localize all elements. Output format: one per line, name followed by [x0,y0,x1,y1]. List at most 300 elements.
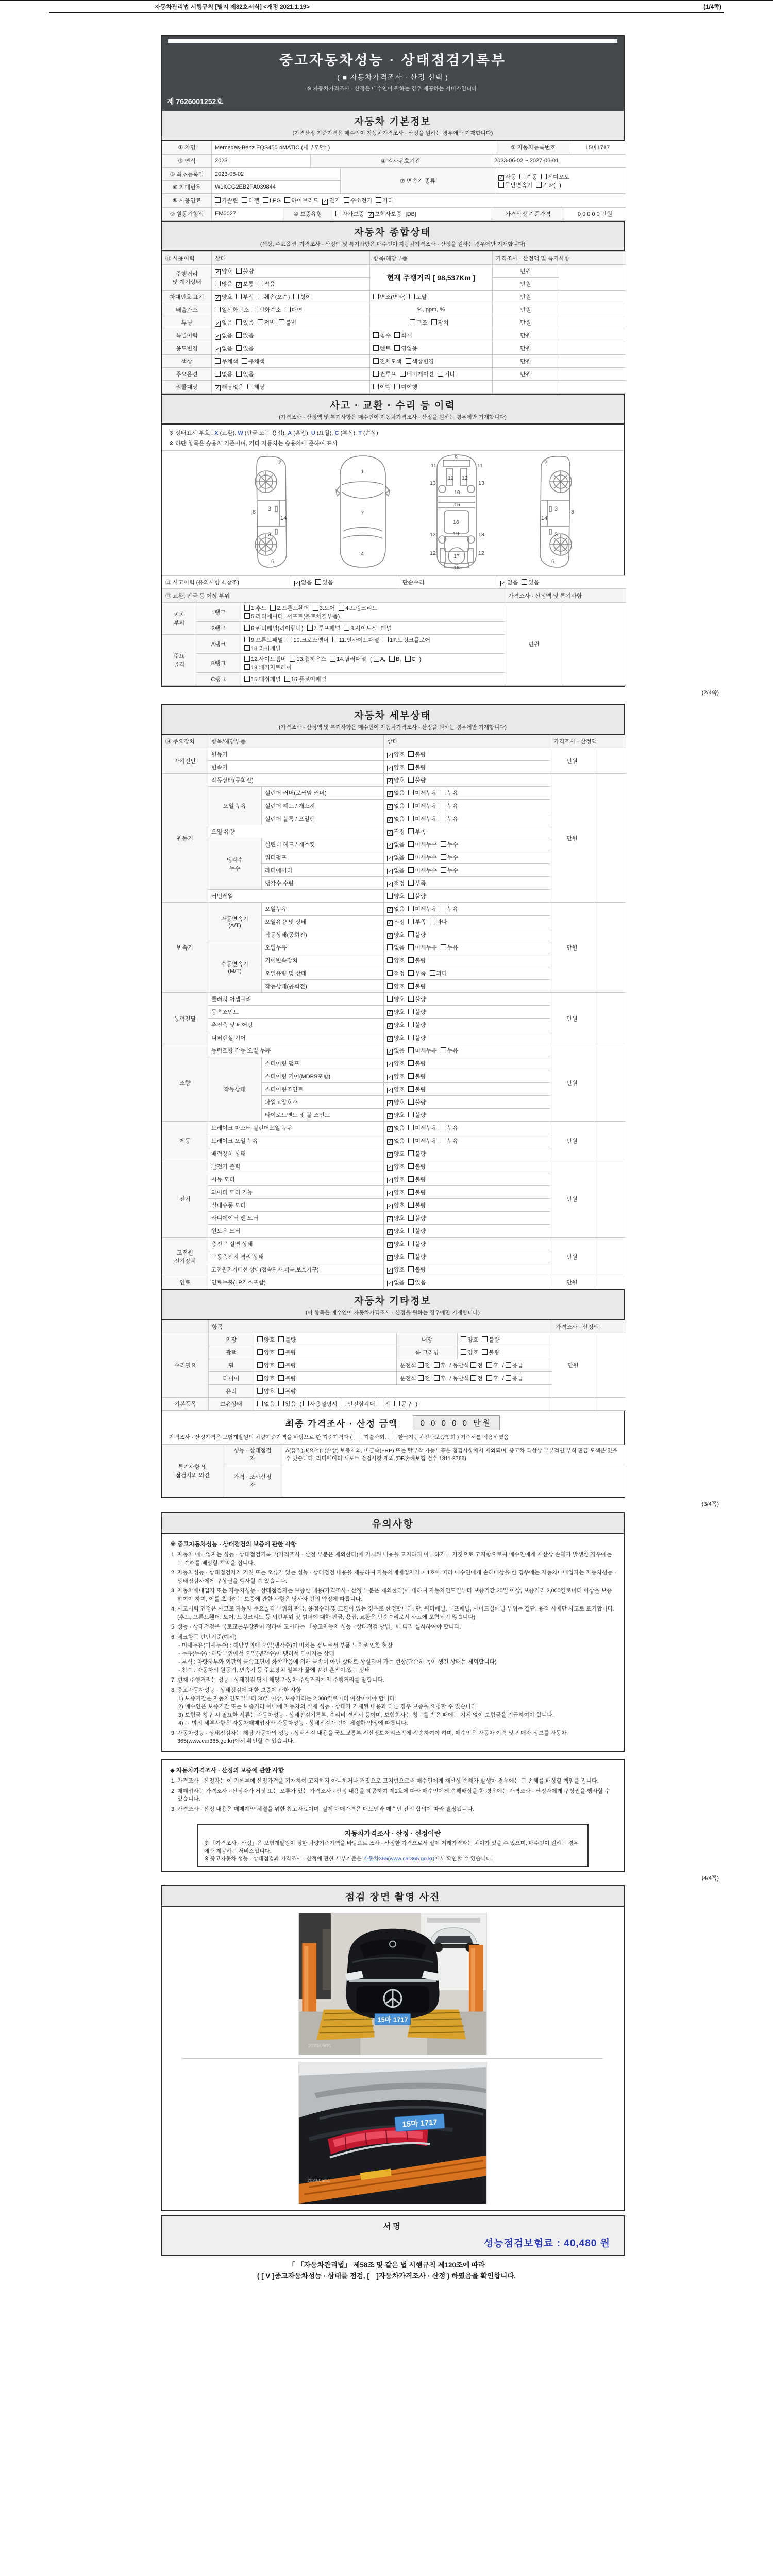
cell [162,208,212,221]
checkbox[interactable]: 없음 [215,370,232,378]
checkbox[interactable]: 후 [434,1361,446,1369]
checkbox[interactable]: 미세누유 [408,789,437,797]
text: 자 [249,1482,256,1488]
checkbox[interactable]: 12.사이드멤버 [244,655,286,663]
checkbox[interactable]: 불량 [408,1214,426,1222]
checkbox[interactable]: 불량 [278,1374,296,1382]
checkbox[interactable]: 16.플로어패널 [284,675,326,683]
text: ~ [525,158,530,164]
text: 특별이력 [176,333,198,339]
checkbox[interactable]: ✓ 보통 [237,281,254,288]
text: Mercedes-Benz [215,145,257,151]
checkbox[interactable]: ✓ 없음 [388,906,405,913]
checkbox[interactable]: 수동 [519,173,537,181]
checkbox[interactable]: 양호 [257,1387,275,1395]
checkbox[interactable]: 후 [486,1374,499,1382]
cell [162,316,212,329]
page1-box [161,35,625,687]
cell [384,1199,550,1212]
text: 산정액 [523,256,541,262]
checkbox[interactable]: 미세누유 [408,1137,437,1145]
checkbox[interactable]: ✓ 해당없음 [215,384,244,391]
checkbox[interactable]: 도말 [409,293,427,301]
checkbox[interactable]: 잭 [379,1400,391,1408]
checkbox[interactable]: 세미오토 [541,173,570,181]
cell [397,1346,458,1359]
checkbox[interactable]: ✓ 양호 [388,932,405,939]
checkbox[interactable]: 8.사이드실 [344,624,377,632]
checkbox[interactable]: 18.리어패널 [244,644,281,652]
checkbox[interactable]: 일산화탄소 [215,306,249,314]
cell [384,1070,550,1083]
checkbox[interactable]: 불량 [278,1361,296,1369]
checkbox[interactable]: 2.프론트휀더 [270,604,309,612]
svg-text:3: 3 [268,506,272,512]
checkbox[interactable]: 10.크로스멤버 [287,636,328,644]
checkbox[interactable]: ✓ 양호 [388,752,405,758]
checkbox[interactable]: ✓ 없음 [388,1280,405,1286]
checkbox[interactable]: ✓ 양호 [388,1074,405,1080]
cell [162,168,212,181]
checkbox[interactable]: ✓ 양호 [388,1164,405,1171]
cell [370,303,493,316]
checkbox[interactable]: 6.쿼터패널(리어휀다) [244,624,304,632]
checkbox[interactable]: 불량 [408,956,426,964]
checkbox[interactable]: 부족 [408,918,426,926]
checkbox[interactable]: 불량 [408,1188,426,1196]
checkbox[interactable]: 있음 [236,331,254,340]
checkbox[interactable]: 있음 [236,318,254,327]
checkbox[interactable] [354,1434,360,1440]
checkbox[interactable]: 있음 [236,344,254,352]
text: 누유 [260,1048,271,1054]
checkbox[interactable]: 썬루프 [373,370,396,378]
checkbox[interactable]: 누수 [441,866,458,874]
checkbox[interactable]: 있음 [278,1400,296,1408]
checkbox[interactable]: 무단변속기 [498,181,532,189]
checkbox[interactable]: ✓ 양호 [388,1241,405,1248]
cell [212,155,311,167]
checkbox[interactable]: 누유 [441,1046,458,1055]
checkbox[interactable]: 기타 [438,370,455,378]
checkbox[interactable]: 기타 [376,196,393,205]
text: 헤드 [282,842,296,848]
text: 파워고압호스 [265,1099,298,1106]
car365-link[interactable]: 자동차365(www.car365.go.kr) [363,1856,435,1862]
checkbox[interactable]: ✓ 적정 [388,829,405,836]
text: 주요장치 [173,739,195,745]
cell [497,141,569,154]
checkbox[interactable]: ✓ 없음 [388,868,405,874]
text: 산정가격은 [194,1434,223,1440]
checkbox[interactable]: 응급 [506,1361,523,1369]
text: 한국자동차진단보증협회 [398,1434,457,1440]
checkbox[interactable]: 영업용 [394,344,417,352]
checkbox[interactable]: ✓ 없음 [388,855,405,861]
checkbox[interactable]: 불량 [408,776,426,784]
cell [209,1372,254,1385]
checkbox[interactable]: 14.필러패널 [330,655,366,663]
price-basis-note [162,1432,624,1445]
checkbox[interactable]: 있음 [315,578,333,586]
checkbox[interactable]: 누유 [441,789,458,797]
checkbox[interactable]: 적법 [258,318,275,327]
checkbox[interactable]: 미세누유 [408,905,437,913]
text: 가격조사 [508,593,532,599]
text: 패널 [380,625,392,632]
checkbox[interactable]: ✓ 없음 [388,1048,405,1055]
checkbox[interactable]: 후 [434,1374,446,1382]
text: 판금 [578,1448,590,1454]
checkbox[interactable]: 있음 [408,1278,426,1286]
cell [564,208,626,221]
cell [384,812,550,825]
checkbox[interactable]: 미세누유 [408,1124,437,1132]
checkbox[interactable]: ✓ 양호 [215,294,233,301]
cell [208,1147,384,1160]
cell [223,1445,282,1464]
checkbox[interactable]: 불량 [408,1227,426,1235]
text: 판금 [187,593,199,599]
checkbox[interactable]: C [405,656,416,663]
checkbox[interactable]: 구조 [410,318,427,327]
checkbox[interactable]: 불량 [408,1033,426,1042]
checkbox[interactable]: 렌트 [373,344,391,352]
checkbox[interactable]: ✓ 양호 [388,1009,405,1016]
checkbox[interactable]: 불량 [278,1348,296,1357]
checkbox[interactable]: 11.인사이드패널 [332,636,379,644]
checkbox[interactable]: ✓ 없음 [215,320,233,327]
checkbox[interactable]: 매연 [285,306,303,314]
checkbox[interactable]: 변조(변타) [373,293,406,301]
cell [162,903,208,993]
checkbox[interactable]: 불량 [408,1265,426,1274]
checkbox[interactable]: 불량 [408,930,426,939]
checkbox[interactable]: ✓ 없음 [388,816,405,823]
checkbox[interactable]: 과다 [430,918,447,926]
checkbox[interactable]: 누유 [441,905,458,913]
checkbox[interactable]: 탄화수소 [253,306,281,314]
text: 베어링 [236,1022,253,1028]
checkbox[interactable]: 불량 [408,1149,426,1158]
svg-text:2: 2 [278,460,282,466]
checkbox[interactable]: 누유 [441,1137,458,1145]
checkbox[interactable]: 7.루프패널 [307,624,341,632]
checkbox[interactable]: 1.후드 [244,604,266,612]
cell [493,252,626,265]
text: 실린더 [265,790,283,796]
text: 연료 [179,1280,191,1286]
checkbox[interactable]: 미세누유 [408,815,437,823]
checkbox[interactable]: 미세누수 [408,840,437,849]
checkbox[interactable]: ✓ 없음 [295,580,312,586]
checkbox[interactable]: ✓ 적정 [388,880,405,887]
text: 또는 [395,1448,408,1454]
svg-text:13: 13 [478,532,484,538]
checkbox[interactable]: 적정 [387,969,405,977]
checkbox[interactable]: 불량 [408,763,426,771]
checkbox[interactable]: ✓ 양호 [388,1022,405,1029]
cell [208,838,262,890]
checkbox[interactable]: 미세누수 [408,853,437,861]
text: 누유 [247,1138,259,1144]
checkbox[interactable]: ✓ 적정 [388,919,405,926]
checkbox[interactable]: 불량 [408,995,426,1003]
checkbox[interactable]: ✓ 없음 [215,346,233,352]
notice-item: 1. 가격조사 · 산정자는 이 기록부에 산정가격을 기재하여 고지하지 아니하거나 거짓으로 고지함으로써 매수인에게 재산상 손해가 발생한 경우에는 그 손해를 배상할 책임을 집니다. [171,1778,599,1784]
checkbox[interactable]: 양호 [461,1348,478,1357]
checkbox[interactable]: 미세누유 [408,802,437,810]
checkbox[interactable]: ✓ 양호 [388,1087,405,1093]
checkbox[interactable]: 불량 [278,1335,296,1344]
checkbox[interactable]: ✓ 양호 [388,1202,405,1209]
cell [208,1186,384,1199]
checkbox[interactable]: 침수 [373,331,391,340]
checkbox[interactable]: 사용설명서 [303,1400,337,1408]
checkbox[interactable]: 장치 [431,318,449,327]
text: 차명 [184,145,196,151]
checkbox[interactable]: 양호 [257,1348,275,1357]
checkbox[interactable]: ✓ 양호 [388,1177,405,1183]
checkbox[interactable]: 15.대쉬패널 [244,675,281,683]
checkbox[interactable]: 누수 [441,853,458,861]
checkbox[interactable]: 불량 [408,1072,426,1080]
text: 특성상 [526,1448,544,1454]
checkbox[interactable]: 불량 [408,1059,426,1067]
checkbox[interactable]: 누수 [441,840,458,849]
cell [162,993,208,1044]
checkbox[interactable]: ✓ 자동 [499,174,516,181]
checkbox[interactable]: 전 [470,1361,483,1369]
checkbox[interactable] [388,1434,394,1440]
checkbox[interactable]: ✓ 없음 [501,580,518,586]
checkbox[interactable]: 9.프론트패널 [244,636,283,644]
checkbox[interactable]: 부족 [408,879,426,887]
checkbox[interactable]: 3.도어 [313,604,335,612]
checkbox[interactable]: 무채색 [215,357,238,365]
checkbox[interactable]: 유채색 [242,357,265,365]
checkbox[interactable]: 공구 [394,1400,412,1408]
cell [384,954,550,967]
checkbox[interactable]: 부식 [236,293,254,301]
checkbox[interactable]: 전 [418,1361,430,1369]
checkbox[interactable]: 이행 [373,383,391,391]
text: ⑫ [165,580,173,586]
checkbox[interactable]: ✓ 없음 [388,842,405,849]
checkbox[interactable]: 미세누유 [408,1046,437,1055]
checkbox[interactable]: 상이 [293,293,311,301]
text: 오일팬 [298,816,315,822]
checkbox[interactable]: 없음 [387,943,405,952]
checkbox[interactable]: ✓ 양호 [388,1267,405,1274]
checkbox[interactable]: ✓ 양호 [388,765,405,771]
text: 작동상태(공회전) [211,777,254,784]
checkbox[interactable]: 불량 [408,1252,426,1261]
checkbox[interactable]: 양호 [387,956,405,964]
checkbox[interactable]: ✓ 양호 [388,777,405,784]
checkbox[interactable]: 17.트렁크플로어 [383,636,430,644]
status-code-letter: C [334,430,339,436]
checkbox[interactable]: 양호 [387,892,405,900]
checkbox[interactable]: 부족 [408,969,426,977]
text: (세부모델: [301,145,328,151]
cell [162,1445,223,1497]
checkbox[interactable]: A, [374,656,385,663]
checkbox[interactable]: 19.패키지트레이 [244,663,292,671]
cell [209,1346,254,1359]
cell [384,1173,550,1186]
checkbox[interactable]: 없음 [257,1400,275,1408]
checkbox[interactable]: 전체도색 [373,357,402,365]
checkbox[interactable]: 불량 [408,1085,426,1093]
checkbox[interactable]: 누유 [441,943,458,952]
checkbox[interactable]: 불량 [482,1335,499,1344]
checkbox[interactable]: LPG [263,197,281,204]
checkbox[interactable]: 누유 [441,1124,458,1132]
checkbox[interactable]: 양호 [461,1335,478,1344]
text: 마스터 [234,1125,253,1131]
checkbox[interactable]: 부족 [408,827,426,836]
checkbox[interactable]: 불량 [408,1162,426,1171]
checkbox[interactable]: 있음 [236,370,254,378]
text: 기준가격 [529,211,551,217]
text: 자동차등록번호 [517,145,556,151]
checkbox[interactable]: 13.휠하우스 [290,655,326,663]
checkbox[interactable]: ✓ 양호 [388,1215,405,1222]
text: 제외되며, [485,1448,509,1454]
checkbox[interactable]: 수소전기 [344,196,373,205]
checkbox[interactable]: 미세누수 [408,866,437,874]
checkbox[interactable]: 누유 [441,815,458,823]
checkbox[interactable]: 많음 [215,280,232,288]
checkbox[interactable]: 있음 [522,578,539,586]
text: ( [299,1401,304,1408]
cell [384,1057,550,1070]
checkbox[interactable]: ✓ 양호 [388,1190,405,1196]
checkbox[interactable]: 불량 [236,267,254,275]
checkbox[interactable]: 불량 [408,1008,426,1016]
checkbox[interactable]: ✓ 없음 [215,333,233,340]
checkbox[interactable]: 전 [470,1374,483,1382]
text: 개스킷 [298,803,315,809]
text: EM0027 [215,211,236,217]
cell [552,1320,626,1333]
checkbox[interactable]: ✓ 없음 [388,803,405,810]
text: 디퍼렌셜 [211,1035,235,1041]
checkbox[interactable]: ✓ 양호 [388,1061,405,1067]
checkbox[interactable]: 양호 [257,1335,275,1344]
page-number-3: (3/4쪽) [701,1501,719,1507]
checkbox[interactable]: 디젤 [242,196,259,205]
checkbox[interactable]: 양호 [257,1361,275,1369]
checkbox[interactable]: ✓ 양호 [388,1035,405,1042]
checkbox[interactable]: 훼손(오손) [258,293,290,301]
text: 특기사항 [178,1464,201,1470]
checkbox[interactable]: 불량 [408,1240,426,1248]
car-damage-diagrams [162,451,624,575]
checkbox[interactable]: 불량 [408,1175,426,1183]
checkbox[interactable]: ✓ 양호 [388,1151,405,1158]
checkbox[interactable]: B, [389,656,401,663]
checkbox[interactable]: 5.라디에이터 [244,612,283,620]
checkbox[interactable]: 과다 [430,969,447,977]
text: 조사산정 [249,1473,272,1480]
checkbox[interactable]: ✓ 양호 [215,268,233,275]
checkbox[interactable]: 화재 [394,331,412,340]
checkbox[interactable]: 색상변경 [406,357,434,365]
text: 냉각수 [265,880,283,887]
checkbox[interactable]: ✓ 양호 [388,1228,405,1235]
checkbox[interactable]: ✓ 없음 [388,790,405,797]
checkbox[interactable]: 양호 [387,982,405,990]
checkbox[interactable]: 미세누유 [408,943,437,952]
checkbox[interactable]: 불량 [408,1201,426,1209]
cell [397,1372,552,1385]
cell [559,355,626,368]
checkbox[interactable]: 자가보증 [335,210,364,218]
checkbox[interactable]: 불량 [408,1021,426,1029]
checkbox[interactable]: 적음 [258,280,275,288]
checkbox[interactable]: 양호 [257,1374,275,1382]
cell [493,291,559,303]
checkbox[interactable]: 전 [418,1374,430,1382]
checkbox[interactable]: 누유 [441,802,458,810]
checkbox[interactable]: 하이브리드 [284,196,318,205]
notice-body [162,1534,624,1751]
cell [162,155,212,167]
checkbox[interactable]: 불법 [279,318,296,327]
cell [162,194,212,207]
cell [559,368,626,381]
text: 커버) [313,790,327,796]
checkbox[interactable]: 불량 [278,1387,296,1395]
checkbox[interactable]: ✓ 없음 [388,1138,405,1145]
checkbox[interactable]: ✓ 없음 [388,1125,405,1132]
svg-text:2: 2 [544,460,548,466]
checkbox[interactable]: 안전삼각대 [341,1400,375,1408]
checkbox[interactable]: 미이행 [394,383,417,391]
checkbox[interactable]: ✓ 전기 [323,198,340,205]
cell [208,1057,262,1122]
notice-item: 2) 매수인은 보증기간 또는 보증거리 이내에 자동차의 실제 성능 · 상태가 기재된 내용과 다른 경우 보증을 요청할 수 있습니다. [178,1704,478,1710]
cell [282,1445,626,1464]
checkbox[interactable]: ✓ 양호 [388,1112,405,1119]
checkbox[interactable]: 기타( [536,181,556,189]
checkbox[interactable]: 불량 [408,750,426,758]
checkbox[interactable]: 불량 [408,892,426,900]
text: 만원 [520,320,531,326]
checkbox[interactable]: 4.트렁크리드 [339,604,377,612]
checkbox[interactable]: ✓ 양호 [388,1099,405,1106]
checkbox[interactable]: 양호 [387,995,405,1003]
text: (손상) [361,430,378,436]
cell [559,342,626,355]
checkbox[interactable]: 해당 [247,383,265,391]
checkbox[interactable]: 네비게이션 [400,370,434,378]
checkbox[interactable]: 불량 [408,982,426,990]
checkbox[interactable]: 불량 [408,1098,426,1106]
checkbox[interactable]: ✓ 양호 [388,1254,405,1261]
checkbox[interactable]: 응급 [506,1374,523,1382]
cell [162,1320,209,1333]
checkbox[interactable]: 후 [486,1361,499,1369]
checkbox[interactable]: 가솔린 [215,196,238,205]
text: 산정액 [582,1324,599,1330]
cell [384,761,550,774]
checkbox[interactable]: ✓ 보험사보증 [368,211,402,218]
checkbox[interactable]: 불량 [408,1111,426,1119]
checkbox[interactable]: 불량 [482,1348,499,1357]
